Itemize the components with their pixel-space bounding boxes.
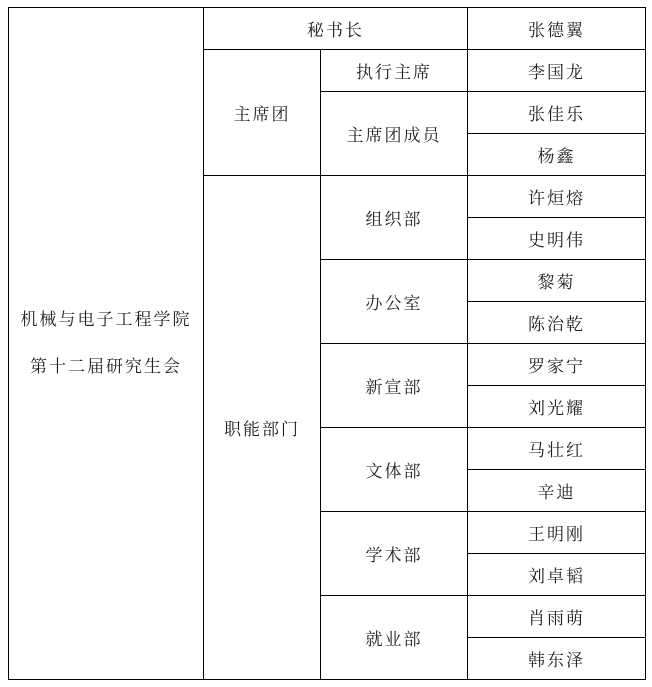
member-name-cell: 黎菊 (468, 260, 646, 302)
member-name-cell: 许烜熔 (468, 176, 646, 218)
dept-title-cell: 组织部 (321, 176, 468, 260)
org-structure-table (8, 7, 646, 680)
presidium-label-cell: 主席团 (204, 50, 321, 176)
member-name-cell: 陈治乾 (468, 302, 646, 344)
member-name-cell: 韩东泽 (468, 638, 646, 680)
secretary-name-cell: 张德翼 (468, 8, 646, 50)
exec-chair-name-cell: 李国龙 (468, 50, 646, 92)
member-name-cell: 罗家宁 (468, 344, 646, 386)
member-name-cell: 王明刚 (468, 512, 646, 554)
dept-title-cell: 办公室 (321, 260, 468, 344)
presidium-member-name-cell: 张佳乐 (468, 92, 646, 134)
org-name-line2: 第十二届研究生会 (30, 356, 182, 377)
dept-title-cell: 文体部 (321, 428, 468, 512)
member-name-cell: 马壮红 (468, 428, 646, 470)
presidium-members-title-cell: 主席团成员 (321, 92, 468, 176)
presidium-member-name-cell: 杨鑫 (468, 134, 646, 176)
org-name-cell (9, 8, 204, 680)
document-page (0, 7, 652, 687)
dept-title-cell: 新宣部 (321, 344, 468, 428)
member-name-cell: 史明伟 (468, 218, 646, 260)
org-name-line1: 机械与电子工程学院 (20, 309, 192, 330)
exec-chair-title-cell: 执行主席 (321, 50, 468, 92)
member-name-cell: 刘光耀 (468, 386, 646, 428)
member-name-cell: 肖雨萌 (468, 596, 646, 638)
dept-title-cell: 学术部 (321, 512, 468, 596)
member-name-cell: 辛迪 (468, 470, 646, 512)
departments-label-cell: 职能部门 (204, 176, 321, 680)
member-name-cell: 刘卓韬 (468, 554, 646, 596)
dept-title-cell: 就业部 (321, 596, 468, 680)
secretary-title-cell: 秘书长 (204, 8, 468, 50)
